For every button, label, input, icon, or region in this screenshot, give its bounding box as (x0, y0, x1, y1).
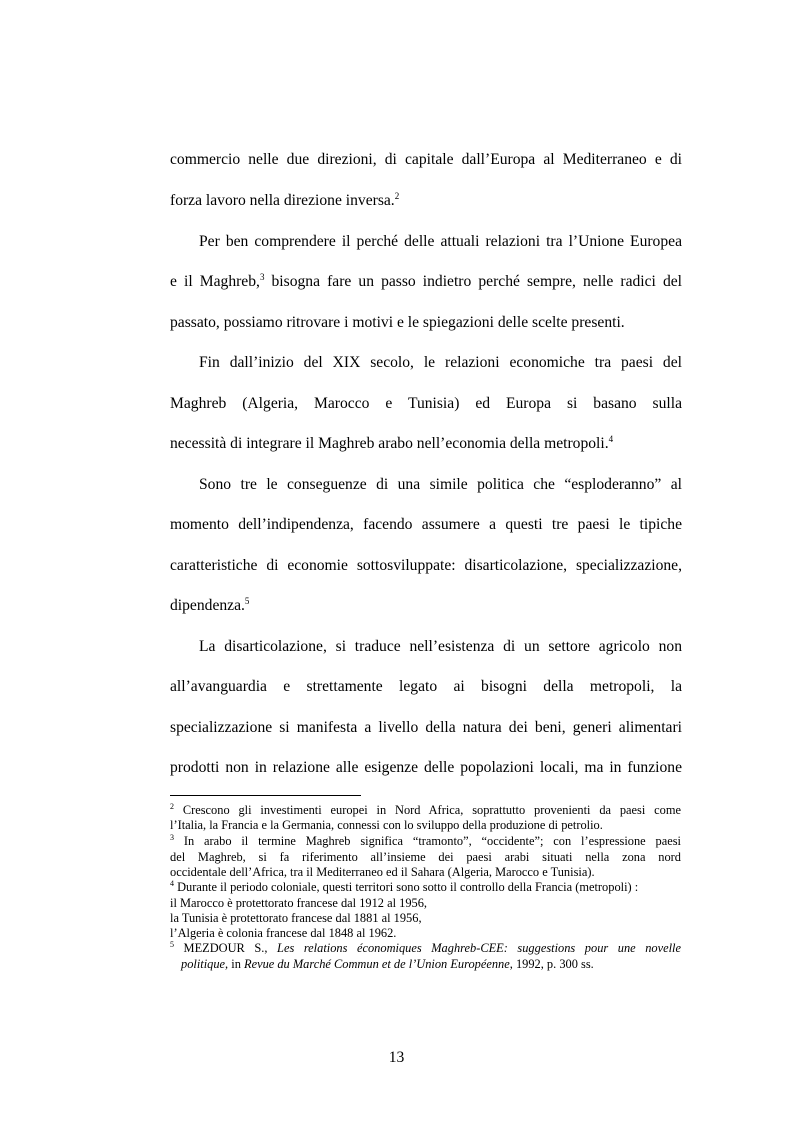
footnote-number: 5 (170, 940, 174, 949)
body-line: Fin dall’inizio del XIX secolo, le relazioni economiche tra paesi del (199, 354, 682, 371)
footnote-5-line: politique, in Revue du Marché Commun et de l’Union Européenne, 1992, p. 300 ss. (181, 957, 594, 971)
footnote-2: $^2$ Crescono gli investimenti europei in Nord Africa, soprattutto provenienti da paesi come (170, 802, 681, 817)
body-line: Per ben comprendere il perché delle attuali relazioni tra l’Unione Europea (199, 233, 682, 250)
footnote-3-line: del Maghreb, si fa riferimento all’insieme dei paesi arabi situati nella zona nord (170, 850, 681, 864)
footnote-number: 3 (170, 833, 174, 842)
footnote-number: 4 (170, 879, 174, 888)
footnote-3-line: occidentale dell’Africa, tra il Mediterraneo ed il Sahara (Algeria, Marocco e Tunisia). (170, 865, 595, 879)
footnote-ref[interactable]: 5 (244, 596, 250, 606)
body-line: commercio nelle due direzioni, di capitale dall’Europa al Mediterraneo e di (170, 151, 682, 168)
body-line: e il Maghreb,$^3$ bisogna fare un passo indietro perché sempre, nelle radici del (170, 272, 682, 290)
footnote-4-line: il Marocco è protettorato francese dal 1912 al 1956, (170, 896, 428, 910)
body-line: prodotti non in relazione alle esigenze delle popolazioni locali, ma in funzione (170, 759, 682, 776)
footnote-4-line: la Tunisia è protettorato francese dal 1881 al 1956, (170, 911, 422, 925)
body-line: passato, possiamo ritrovare i motivi e le spiegazioni delle scelte presenti. (170, 314, 625, 331)
footnote-ref[interactable]: 2 (394, 191, 400, 201)
footnote-ref[interactable]: 3 (259, 272, 265, 282)
citation-title-cont: politique, (181, 957, 229, 971)
body-line: caratteristiche di economie sottosviluppate: disarticolazione, specializzazione, (170, 557, 682, 574)
body-line: specializzazione si manifesta a livello della natura dei beni, generi alimentari (170, 719, 682, 736)
footnote-3: $^3$ In arabo il termine Maghreb significa “tramonto”, “occidente”; con l’espressione paesi (170, 833, 681, 848)
footnote-4-line: l’Algeria è colonia francese dal 1848 al 1962. (170, 926, 397, 940)
body-line: La disarticolazione, si traduce nell’esistenza di un settore agricolo non (199, 638, 682, 655)
footnote-number: 2 (170, 802, 174, 811)
page-number: 13 (388, 1049, 405, 1066)
body-line: forza lavoro nella direzione inversa.$^2$ (170, 191, 400, 209)
citation-journal: Revue du Marché Commun et de l’Union Européenne (244, 957, 510, 971)
footnote-4: $^4$ Durante il periodo coloniale, questi territori sono sotto il controllo della Francia (metropoli) : (170, 879, 639, 894)
body-line: momento dell’indipendenza, facendo assumere a questi tre paesi le tipiche (170, 516, 682, 533)
body-line: Sono tre le conseguenze di una simile politica che “esploderanno” al (199, 476, 682, 493)
footnote-ref[interactable]: 4 (608, 434, 614, 444)
body-line: dipendenza.$^5$ (170, 596, 250, 614)
footnote-5: $^5$ MEZDOUR S., Les relations économiques Maghreb-CEE: suggestions pour une novelle (170, 940, 681, 955)
footnote-separator (170, 795, 361, 796)
citation-title: Les relations économiques Maghreb-CEE: suggestions pour une novelle (277, 941, 681, 955)
body-line: all’avanguardia e strettamente legato ai bisogni della metropoli, la (170, 678, 682, 695)
footnote-2-line: l’Italia, la Francia e la Germania, connessi con lo sviluppo della produzione di petrolio. (170, 818, 603, 832)
body-line: Maghreb (Algeria, Marocco e Tunisia) ed Europa si basano sulla (170, 395, 682, 412)
body-line: necessità di integrare il Maghreb arabo nell’economia della metropoli.$^4$ (170, 434, 614, 452)
